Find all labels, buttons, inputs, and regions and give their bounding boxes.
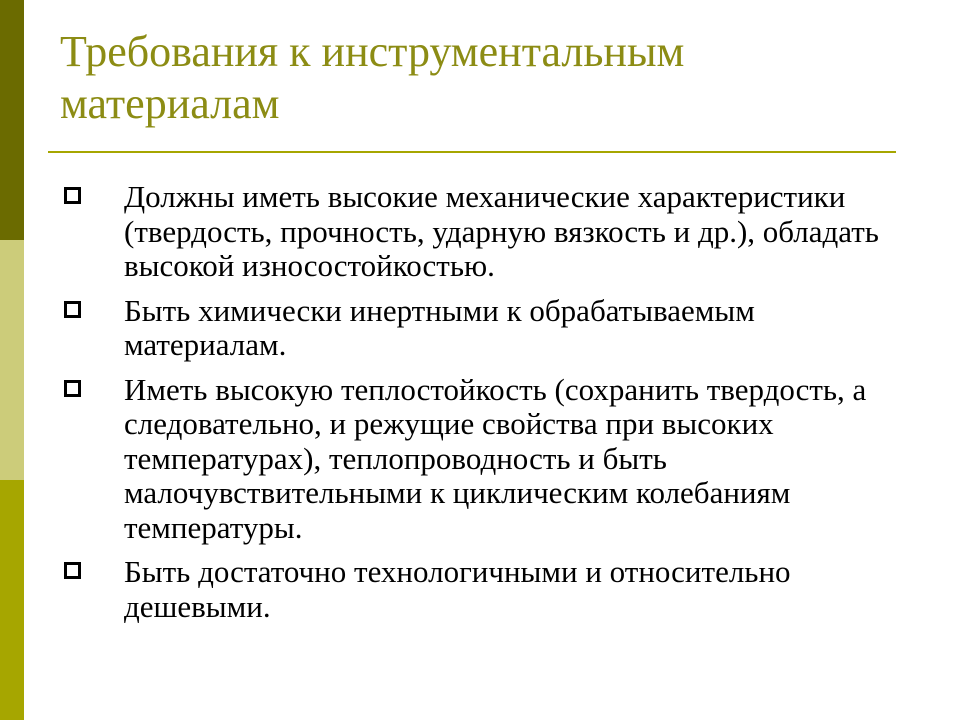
bullet-text: Должны иметь высокие механические характеристики (твердость, прочность, ударную вязкость и др.), обладать высокой износостойкостью.: [124, 179, 879, 283]
list-item: [60, 555, 920, 624]
hollow-square-bullet-icon: [64, 301, 81, 318]
sidebar-segment-middle: [0, 240, 24, 480]
list-item: [60, 180, 920, 284]
sidebar-segment-top: [0, 0, 24, 240]
sidebar-decoration: [0, 0, 24, 720]
list-item: [60, 373, 920, 546]
bullet-text: Иметь высокую теплостойкость (сохранить твердость, а следовательно, и режущие свойства при высоких температурах), теплопроводность и быть малочувствительными к циклическим колебаниям температуры.: [124, 371, 867, 545]
list-item: [60, 294, 920, 363]
sidebar-segment-bottom: [0, 480, 24, 720]
bullet-list: [60, 180, 920, 634]
bullet-text: Быть достаточно технологичными и относительно дешевыми.: [124, 554, 791, 624]
title-divider: [48, 151, 896, 153]
hollow-square-bullet-icon: [64, 380, 81, 397]
slide-title: Требования к инструментальным материалам: [60, 27, 685, 128]
bullet-text: Быть химически инертными к обрабатываемым материалам.: [124, 292, 755, 362]
hollow-square-bullet-icon: [64, 562, 81, 579]
hollow-square-bullet-icon: [64, 187, 81, 204]
